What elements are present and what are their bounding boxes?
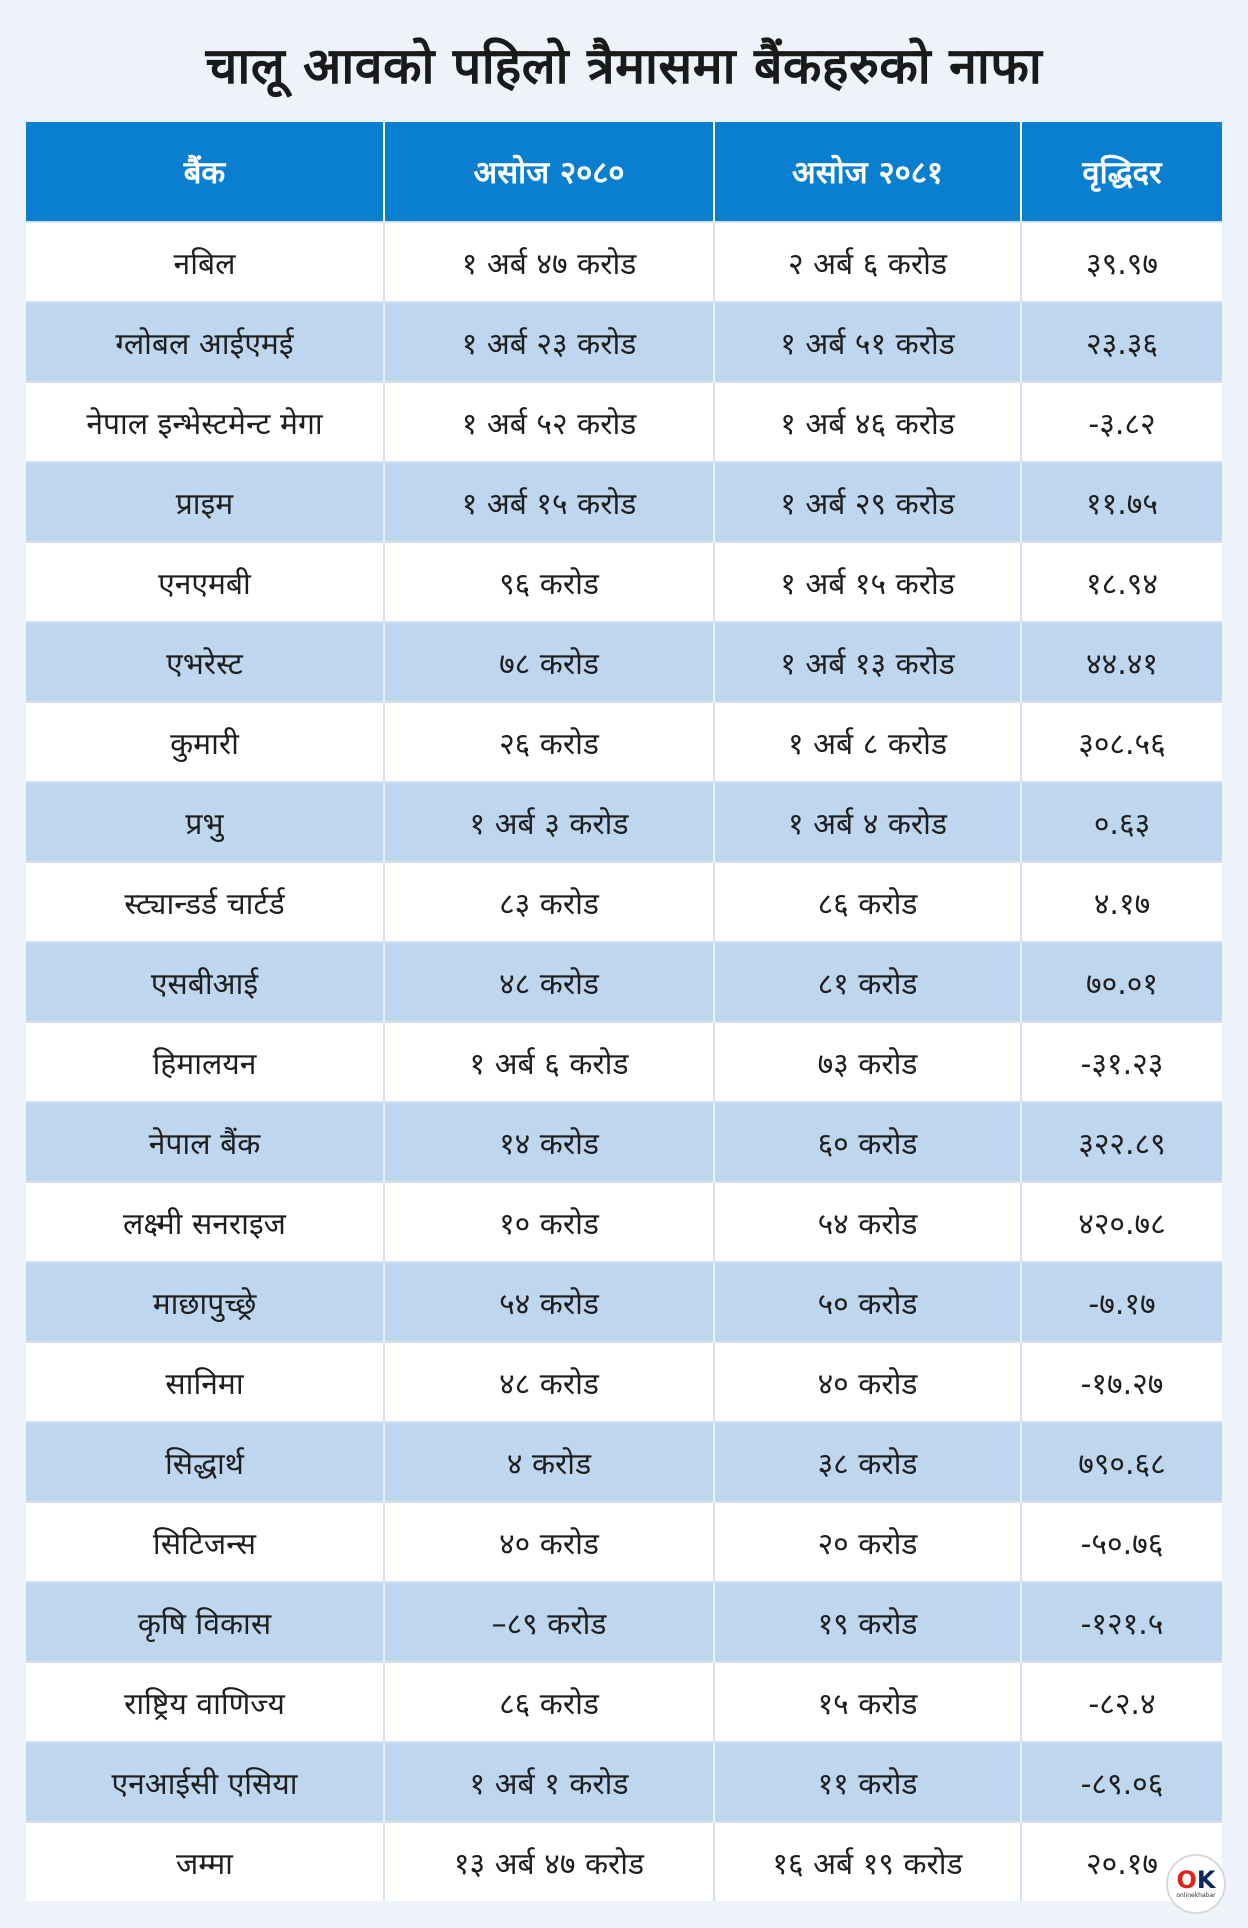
table-row — [26, 1742, 1222, 1822]
bank-name-cell: माछापुच्छ्रे — [26, 1262, 384, 1342]
table-row — [26, 382, 1222, 462]
bank-name-cell: नेपाल बैंक — [26, 1102, 384, 1182]
asoj-2080-cell: १ अर्ब १ करोड — [384, 1742, 714, 1822]
asoj-2081-cell: १ अर्ब ८ करोड — [714, 702, 1021, 782]
bank-name-cell: एनएमबी — [26, 542, 384, 622]
asoj-2081-cell: १ अर्ब ४६ करोड — [714, 382, 1021, 462]
total-bank-name-cell: जम्मा — [26, 1822, 384, 1901]
growth-rate-cell: ७०.०१ — [1021, 942, 1222, 1022]
asoj-2081-cell: १९ करोड — [714, 1582, 1021, 1662]
bank-name-cell: राष्ट्रिय वाणिज्य — [26, 1662, 384, 1742]
growth-rate-cell: ४२०.७८ — [1021, 1182, 1222, 1262]
asoj-2080-cell: १ अर्ब २३ करोड — [384, 302, 714, 382]
table-row — [26, 462, 1222, 542]
asoj-2080-cell: ८६ करोड — [384, 1662, 714, 1742]
bank-name-cell: सिटिजन्स — [26, 1502, 384, 1582]
asoj-2080-cell: ७८ करोड — [384, 622, 714, 702]
table-row — [26, 1342, 1222, 1422]
bank-name-cell: सानिमा — [26, 1342, 384, 1422]
asoj-2081-cell: ७३ करोड — [714, 1022, 1021, 1102]
bank-name-cell: प्रभु — [26, 782, 384, 862]
asoj-2081-cell: २ अर्ब ६ करोड — [714, 222, 1021, 302]
page-title: चालू आवको पहिलो त्रैमासमा बैंकहरुको नाफा — [205, 37, 1043, 95]
bank-name-cell: नबिल — [26, 222, 384, 302]
asoj-2080-cell: ४० करोड — [384, 1502, 714, 1582]
growth-rate-cell: ३२२.८९ — [1021, 1102, 1222, 1182]
growth-rate-cell: -८२.४ — [1021, 1662, 1222, 1742]
table-row — [26, 302, 1222, 382]
bank-name-cell: हिमालयन — [26, 1022, 384, 1102]
bank-name-cell: सिद्धार्थ — [26, 1422, 384, 1502]
table-row — [26, 1662, 1222, 1742]
table-row — [26, 1182, 1222, 1262]
total-asoj-2081-cell: १६ अर्ब १९ करोड — [714, 1822, 1021, 1901]
growth-rate-cell: ३९.९७ — [1021, 222, 1222, 302]
table-row — [26, 782, 1222, 862]
growth-rate-cell: -३१.२३ — [1021, 1022, 1222, 1102]
table-row — [26, 542, 1222, 622]
bank-name-cell: नेपाल इन्भेस्टमेन्ट मेगा — [26, 382, 384, 462]
bank-name-cell: एनआईसी एसिया — [26, 1742, 384, 1822]
table-header-row — [26, 122, 1222, 222]
asoj-2081-cell: १ अर्ब ४ करोड — [714, 782, 1021, 862]
asoj-2080-cell: ४ करोड — [384, 1422, 714, 1502]
logo-mark — [1176, 1868, 1215, 1892]
table-row — [26, 1262, 1222, 1342]
asoj-2080-cell: १ अर्ब १५ करोड — [384, 462, 714, 542]
profit-table — [26, 122, 1222, 1901]
bank-name-cell: एभरेस्ट — [26, 622, 384, 702]
asoj-2081-cell: १५ करोड — [714, 1662, 1021, 1742]
growth-rate-cell: ७९०.६८ — [1021, 1422, 1222, 1502]
growth-rate-cell: ३०८.५६ — [1021, 702, 1222, 782]
growth-rate-cell: ०.६३ — [1021, 782, 1222, 862]
growth-rate-cell: ४.१७ — [1021, 862, 1222, 942]
asoj-2080-cell: १ अर्ब ४७ करोड — [384, 222, 714, 302]
header-growth-rate: वृद्धिदर — [1021, 122, 1222, 222]
asoj-2081-cell: १ अर्ब २९ करोड — [714, 462, 1021, 542]
asoj-2080-cell: १ अर्ब ६ करोड — [384, 1022, 714, 1102]
asoj-2081-cell: २० करोड — [714, 1502, 1021, 1582]
asoj-2080-cell: १ अर्ब ३ करोड — [384, 782, 714, 862]
asoj-2080-cell: १० करोड — [384, 1182, 714, 1262]
table-row — [26, 862, 1222, 942]
growth-rate-cell: -५०.७६ — [1021, 1502, 1222, 1582]
asoj-2080-cell: ४८ करोड — [384, 942, 714, 1022]
asoj-2080-cell: ५४ करोड — [384, 1262, 714, 1342]
total-growth-rate-cell: २०.१७ — [1021, 1822, 1222, 1901]
asoj-2081-cell: १ अर्ब १३ करोड — [714, 622, 1021, 702]
bank-name-cell: कुमारी — [26, 702, 384, 782]
asoj-2081-cell: ८१ करोड — [714, 942, 1021, 1022]
growth-rate-cell: ११.७५ — [1021, 462, 1222, 542]
table-row — [26, 702, 1222, 782]
growth-rate-cell: १८.९४ — [1021, 542, 1222, 622]
asoj-2081-cell: ४० करोड — [714, 1342, 1021, 1422]
table-row — [26, 622, 1222, 702]
table-row — [26, 1102, 1222, 1182]
header-asoj-2080: असोज २०८० — [384, 122, 714, 222]
bank-name-cell: ग्लोबल आईएमई — [26, 302, 384, 382]
logo-brand: onlinekhabar — [1176, 1892, 1216, 1899]
growth-rate-cell: -१२१.५ — [1021, 1582, 1222, 1662]
asoj-2081-cell: ५० करोड — [714, 1262, 1021, 1342]
bank-name-cell: प्राइम — [26, 462, 384, 542]
table-row — [26, 222, 1222, 302]
asoj-2081-cell: ३८ करोड — [714, 1422, 1021, 1502]
header-bank: बैंक — [26, 122, 384, 222]
asoj-2081-cell: ६० करोड — [714, 1102, 1021, 1182]
table-row — [26, 1582, 1222, 1662]
total-row — [26, 1822, 1222, 1901]
asoj-2080-cell: १४ करोड — [384, 1102, 714, 1182]
growth-rate-cell: २३.३६ — [1021, 302, 1222, 382]
asoj-2081-cell: १ अर्ब १५ करोड — [714, 542, 1021, 622]
table-row — [26, 942, 1222, 1022]
asoj-2080-cell: –८९ करोड — [384, 1582, 714, 1662]
asoj-2080-cell: २६ करोड — [384, 702, 714, 782]
bank-name-cell: एसबीआई — [26, 942, 384, 1022]
asoj-2080-cell: ४८ करोड — [384, 1342, 714, 1422]
logo-mark-left: O — [1176, 1866, 1197, 1894]
onlinekhabar-logo — [1166, 1854, 1226, 1914]
bank-name-cell: कृषि विकास — [26, 1582, 384, 1662]
growth-rate-cell: ४४.४१ — [1021, 622, 1222, 702]
logo-mark-right: K — [1196, 1866, 1216, 1894]
table-row — [26, 1422, 1222, 1502]
asoj-2080-cell: १ अर्ब ५२ करोड — [384, 382, 714, 462]
asoj-2081-cell: ११ करोड — [714, 1742, 1021, 1822]
growth-rate-cell: -१७.२७ — [1021, 1342, 1222, 1422]
growth-rate-cell: -३.८२ — [1021, 382, 1222, 462]
asoj-2080-cell: ९६ करोड — [384, 542, 714, 622]
header-asoj-2081: असोज २०८१ — [714, 122, 1021, 222]
asoj-2081-cell: १ अर्ब ५१ करोड — [714, 302, 1021, 382]
asoj-2080-cell: ८३ करोड — [384, 862, 714, 942]
bank-name-cell: स्ट्यान्डर्ड चार्टर्ड — [26, 862, 384, 942]
bank-name-cell: लक्ष्मी सनराइज — [26, 1182, 384, 1262]
asoj-2081-cell: ५४ करोड — [714, 1182, 1021, 1262]
total-asoj-2080-cell: १३ अर्ब ४७ करोड — [384, 1822, 714, 1901]
table-row — [26, 1502, 1222, 1582]
growth-rate-cell: -७.१७ — [1021, 1262, 1222, 1342]
asoj-2081-cell: ८६ करोड — [714, 862, 1021, 942]
table-row — [26, 1022, 1222, 1102]
growth-rate-cell: -८९.०६ — [1021, 1742, 1222, 1822]
